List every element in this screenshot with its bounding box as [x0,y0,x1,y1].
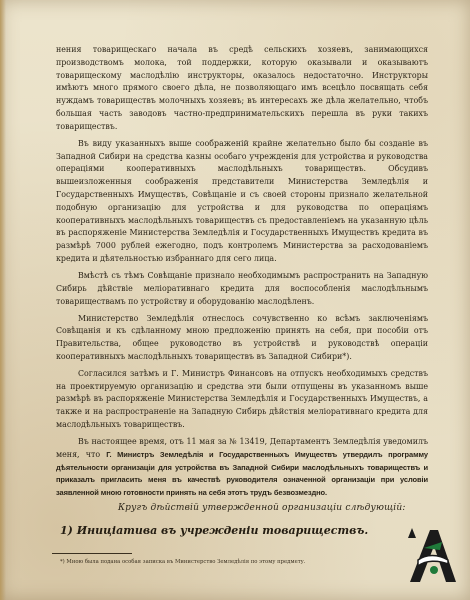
paragraph-continuation: нения товарищескаго начала въ средѣ сельскихъ хозяевъ, занимающихся производствомъ молока, той поддержки, которую оказывали и оказываютъ товарищескому маслодѣлію инструкторы, оказалось недостаточно. Инструкторы имѣютъ много прямого своего дѣла, не позволяющаго имъ всецѣло посвящать себя нуждамъ товариществъ молочныхъ хозяевъ; въ интересахъ же дѣла желательно, чтобъ большая часть заводовъ частно-предпринимательскихъ перешла въ руки такихъ товариществъ. [56,45,428,131]
footnote-rule [52,553,132,554]
paragraph-decree [56,436,428,500]
decree-lead: Въ настоящее время, отъ 11 мая за № 13419, Департаментъ Земледѣлія уведомилъ меня, что [56,437,428,459]
body-text [56,44,428,504]
paragraph-credit: Вмѣстѣ съ тѣмъ Совѣщаніе признало необходимымъ распространить на Западную Сибирь дѣйствіе меліоративнаго кредита для воспособленія маслодѣльнымъ товариществамъ по устройству и оборудованію маслодѣленъ. [56,270,428,306]
seller-watermark-icon [404,520,460,588]
paragraph-finance: Согласился затѣмъ и Г. Министръ Финансовъ на отпускъ необходимыхъ средствъ на проектируемую организацію и средства эти были отпущены въ указанномъ выше размѣрѣ въ распоряженіе Министерства Земледѣлія и Государственныхъ Имуществъ, а также и на распространеніе на Западную Сибирь дѣйствія меліоративнаго кредита для маслодѣльныхъ товариществъ. [56,368,428,430]
list-item-initiative: 1) Иниціатива въ учрежденіи товариществъ. [60,524,369,537]
decree-bold: Г. Министръ Земледѣлія и Государственныхъ Имуществъ утвердилъ программу дѣятельности организаціи для устройства въ Западной Сибири маслодѣльныхъ товариществъ и приказалъ пригласить меня въ качествѣ руководителя означенной организаціи при условіи заявленной мною готовности принять на себя этотъ трудъ безвозмездно. [56,449,428,498]
paragraph-organization: Въ виду указанныхъ выше соображеній крайне желательно было бы созданіе въ Западной Сибири на средства казны особаго учрежденія для устройства и руководства операціями кооперативныхъ маслодѣльныхъ товариществъ. Обсудивъ вышеизложенныя соображенія представители Министерства Земледѣлія и Государственныхъ Имуществъ, Совѣщаніе и съ своей стороны признало желательной подобную организацію для устройства и для руководства по операціямъ кооперативныхъ маслодѣльныхъ товариществъ съ предоставленіемъ на указанную цѣль въ распоряженіе Министерства Земледѣлія и Государственныхъ Имуществъ кредита въ размѣрѣ 7000 рублей ежегодно, подъ контролемъ Министерства за расходованіемъ кредита и дѣятельностью избраннаго для сего лица. [56,138,428,263]
paragraph-ministry: Министерство Земледѣлія отнеслось сочувственно ко всѣмъ заключеніямъ Совѣщанія и къ сдѣланному мною предложенію принять на себя, при пособіи отъ Правительства, общее руководство въ устройствѣ и руководствѣ операціи кооперативныхъ маслодѣльныхъ товариществъ въ Западной Сибири*). [56,313,428,361]
scope-heading: Кругъ дѣйствій утвержденной организаціи слѣдующій: [118,503,406,513]
footnote: *) Мною была подана особая записка въ Министерство Земледѣлія по этому предмету. [60,559,306,565]
